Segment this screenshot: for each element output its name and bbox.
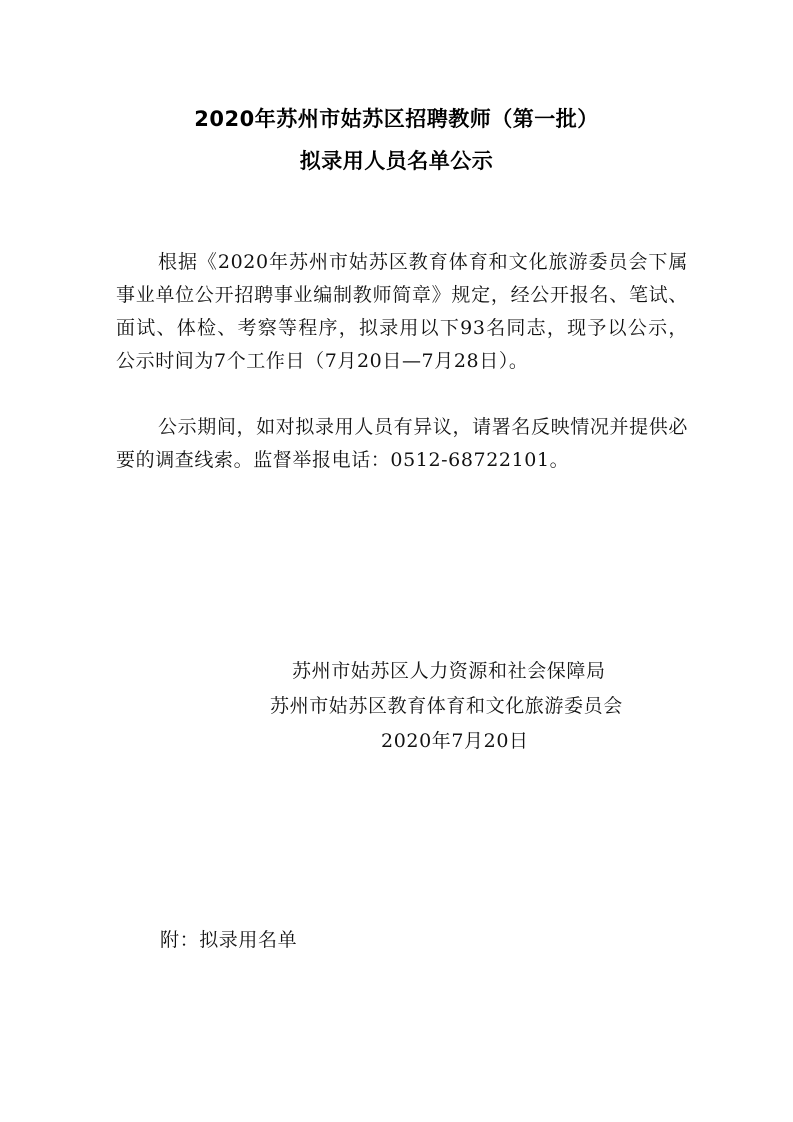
notice-paragraph-1: 根据《2020年苏州市姑苏区教育体育和文化旅游委员会下属事业单位公开招聘事业编制教师简章》规定，经公开报名、笔试、面试、体检、考察等程序，拟录用以下93名同志，现予以公示，公示时间为7个工作日（7月20日—7月28日）。 xyxy=(116,251,688,372)
attachment-note: 附：拟录用名单 xyxy=(160,929,298,951)
document-title-line-1: 2020年苏州市姑苏区招聘教师（第一批） xyxy=(194,107,599,131)
signature-date: 2020年7月20日 xyxy=(381,730,529,752)
document-title-line-2: 拟录用人员名单公示 xyxy=(299,149,494,173)
notice-paragraph-2: 公示期间，如对拟录用人员有异议，请署名反映情况并提供必要的调查线索。监督举报电话：0512-68722101。 xyxy=(116,416,688,471)
signatory-education-committee: 苏州市姑苏区教育体育和文化旅游委员会 xyxy=(270,695,623,717)
signatory-hr-bureau: 苏州市姑苏区人力资源和社会保障局 xyxy=(292,660,606,682)
